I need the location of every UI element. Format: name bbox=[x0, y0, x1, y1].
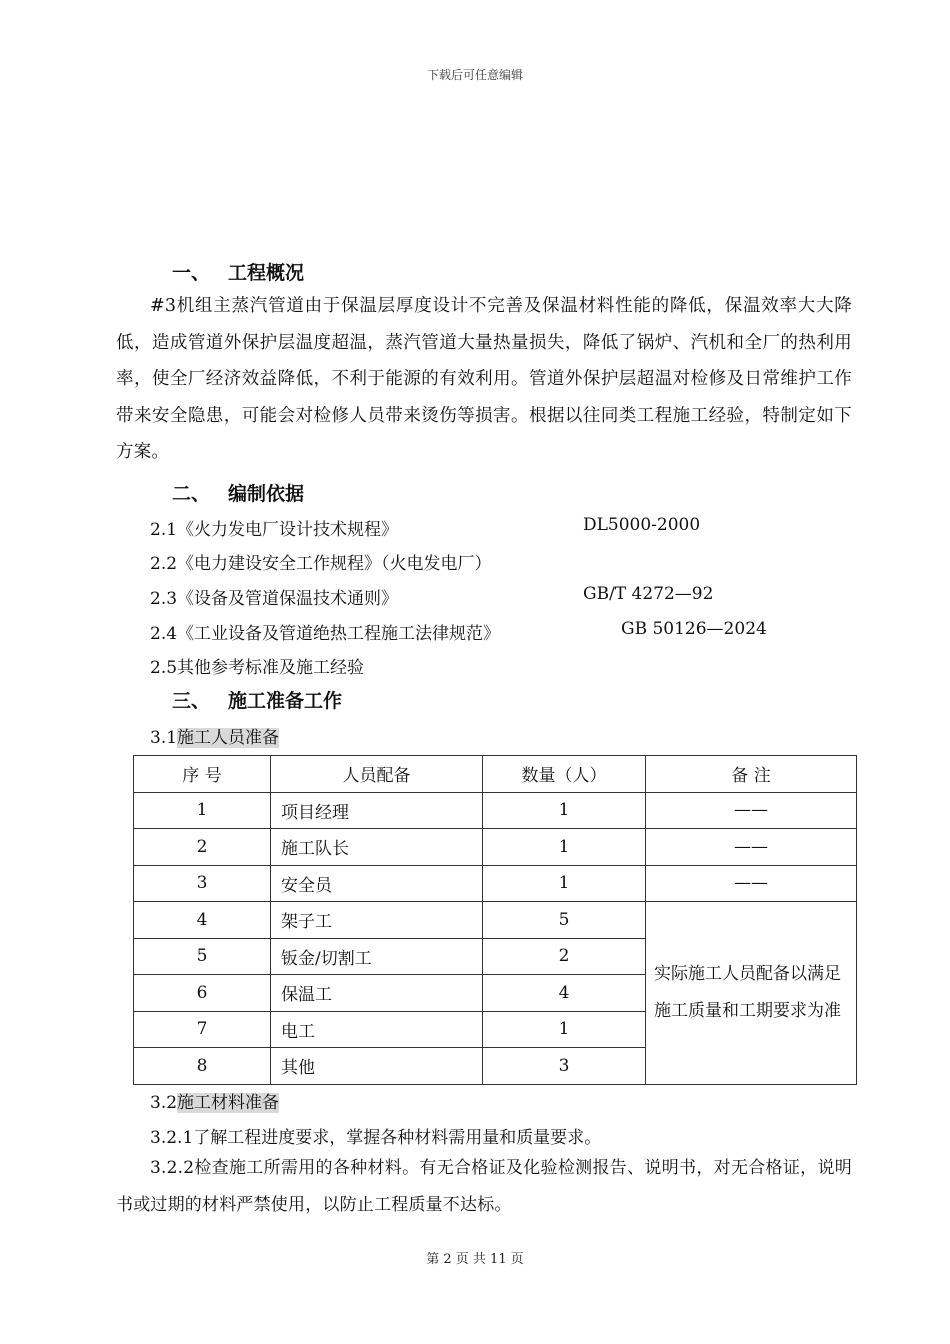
table-cell: 5 bbox=[483, 902, 646, 939]
page-header: 下载后可任意编辑 bbox=[426, 68, 523, 82]
table-cell: 6 bbox=[134, 975, 271, 1012]
table-cell: 1 bbox=[483, 1011, 646, 1048]
table-cell: 钣金/切割工 bbox=[271, 938, 483, 975]
reference-item bbox=[150, 549, 492, 574]
section-2-title: 编制依据 bbox=[228, 483, 305, 505]
table-cell: 7 bbox=[134, 1011, 271, 1048]
paragraph-3-2-2 bbox=[116, 1150, 852, 1223]
section-3-heading bbox=[172, 686, 342, 713]
section-2-number: 二、 bbox=[172, 483, 211, 505]
staff-table bbox=[133, 755, 857, 1085]
table-cell: 8 bbox=[134, 1048, 271, 1085]
reference-item bbox=[150, 584, 714, 609]
section-1-heading bbox=[172, 258, 304, 285]
overview-text: #3机组主蒸汽管道由于保温层厚度设计不完善及保温材料性能的降低，保温效率大大降低，造成管道外保护层温度超温，蒸汽管道大量热量损失，降低了锅炉、汽机和全厂的热利用率，使全厂经济效益降低，不利于能源的有效利用。管道外保护层超温对检修及日常维护工作带来安全隐患，可能会对检修人员带来烫伤等损害。根据以往同类工程施工经验，特制定如下方案。 bbox=[116, 296, 852, 463]
section-3-title: 施工准备工作 bbox=[228, 690, 343, 712]
table-cell: 1 bbox=[134, 792, 271, 829]
table-header-row bbox=[134, 756, 857, 793]
reference-text: 2.2《电力建设安全工作规程》（火电发电厂） bbox=[150, 554, 492, 574]
subsection-number: 3.2 bbox=[150, 1093, 178, 1113]
table-cell: 2 bbox=[483, 938, 646, 975]
reference-code: GB 50126—2024 bbox=[621, 619, 767, 639]
reference-item bbox=[150, 515, 701, 540]
section-1-number: 一、 bbox=[172, 262, 211, 284]
paragraph-3-2-2-text: 3.2.2检查施工所需用的各种材料。有无合格证及化验检测报告、说明书，对无合格证，说明书或过期的材料严禁使用，以防止工程质量不达标。 bbox=[116, 1158, 852, 1215]
section-2-heading bbox=[172, 479, 304, 506]
table-cell: 安全员 bbox=[271, 865, 483, 902]
subsection-3-1 bbox=[150, 723, 279, 748]
table-cell: 施工队长 bbox=[271, 829, 483, 866]
page-footer: 第 2 页 共 11 页 bbox=[426, 1252, 524, 1267]
subsection-3-2 bbox=[150, 1088, 279, 1113]
reference-text: 2.3《设备及管道保温技术通则》 bbox=[150, 589, 399, 609]
reference-text: 2.4《工业设备及管道绝热工程施工法律规范》 bbox=[150, 624, 501, 644]
reference-text: 2.5其他参考标准及施工经验 bbox=[150, 658, 365, 678]
paragraph-3-2-1: 3.2.1了解工程进度要求，掌握各种材料需用量和质量要求。 bbox=[150, 1128, 602, 1148]
table-cell: 1 bbox=[483, 792, 646, 829]
table-row bbox=[134, 792, 857, 829]
table-cell: 3 bbox=[483, 1048, 646, 1085]
reference-code: DL5000-2000 bbox=[583, 515, 701, 535]
reference-code: GB/T 4272—92 bbox=[583, 584, 714, 604]
table-cell: 4 bbox=[483, 975, 646, 1012]
table-cell: 电工 bbox=[271, 1011, 483, 1048]
table-cell: —— bbox=[646, 865, 857, 902]
table-row bbox=[134, 902, 857, 939]
table-cell: 1 bbox=[483, 829, 646, 866]
reference-item bbox=[150, 619, 767, 644]
table-row bbox=[134, 829, 857, 866]
overview-paragraph bbox=[116, 288, 852, 471]
reference-item bbox=[150, 653, 364, 678]
subsection-number: 3.1 bbox=[150, 728, 178, 748]
table-cell: 4 bbox=[134, 902, 271, 939]
table-cell: —— bbox=[646, 792, 857, 829]
header-cell: 人员配备 bbox=[271, 756, 483, 793]
table-cell: 1 bbox=[483, 865, 646, 902]
table-cell: 保温工 bbox=[271, 975, 483, 1012]
table-cell: —— bbox=[646, 829, 857, 866]
table-cell: 项目经理 bbox=[271, 792, 483, 829]
table-cell: 2 bbox=[134, 829, 271, 866]
table-cell: 3 bbox=[134, 865, 271, 902]
header-cell: 备 注 bbox=[646, 756, 857, 793]
section-3-number: 三、 bbox=[172, 690, 211, 712]
subsection-title: 施工材料准备 bbox=[177, 1093, 280, 1113]
table-cell: 架子工 bbox=[271, 902, 483, 939]
header-cell: 序 号 bbox=[134, 756, 271, 793]
merged-note-cell: 实际施工人员配备以满足施工质量和工期要求为准 bbox=[646, 902, 857, 1085]
table-cell: 其他 bbox=[271, 1048, 483, 1085]
section-1-title: 工程概况 bbox=[228, 262, 305, 284]
header-cell: 数量（人） bbox=[483, 756, 646, 793]
reference-text: 2.1《火力发电厂设计技术规程》 bbox=[150, 520, 399, 540]
table-cell: 5 bbox=[134, 938, 271, 975]
table-row bbox=[134, 865, 857, 902]
subsection-title: 施工人员准备 bbox=[177, 728, 280, 748]
